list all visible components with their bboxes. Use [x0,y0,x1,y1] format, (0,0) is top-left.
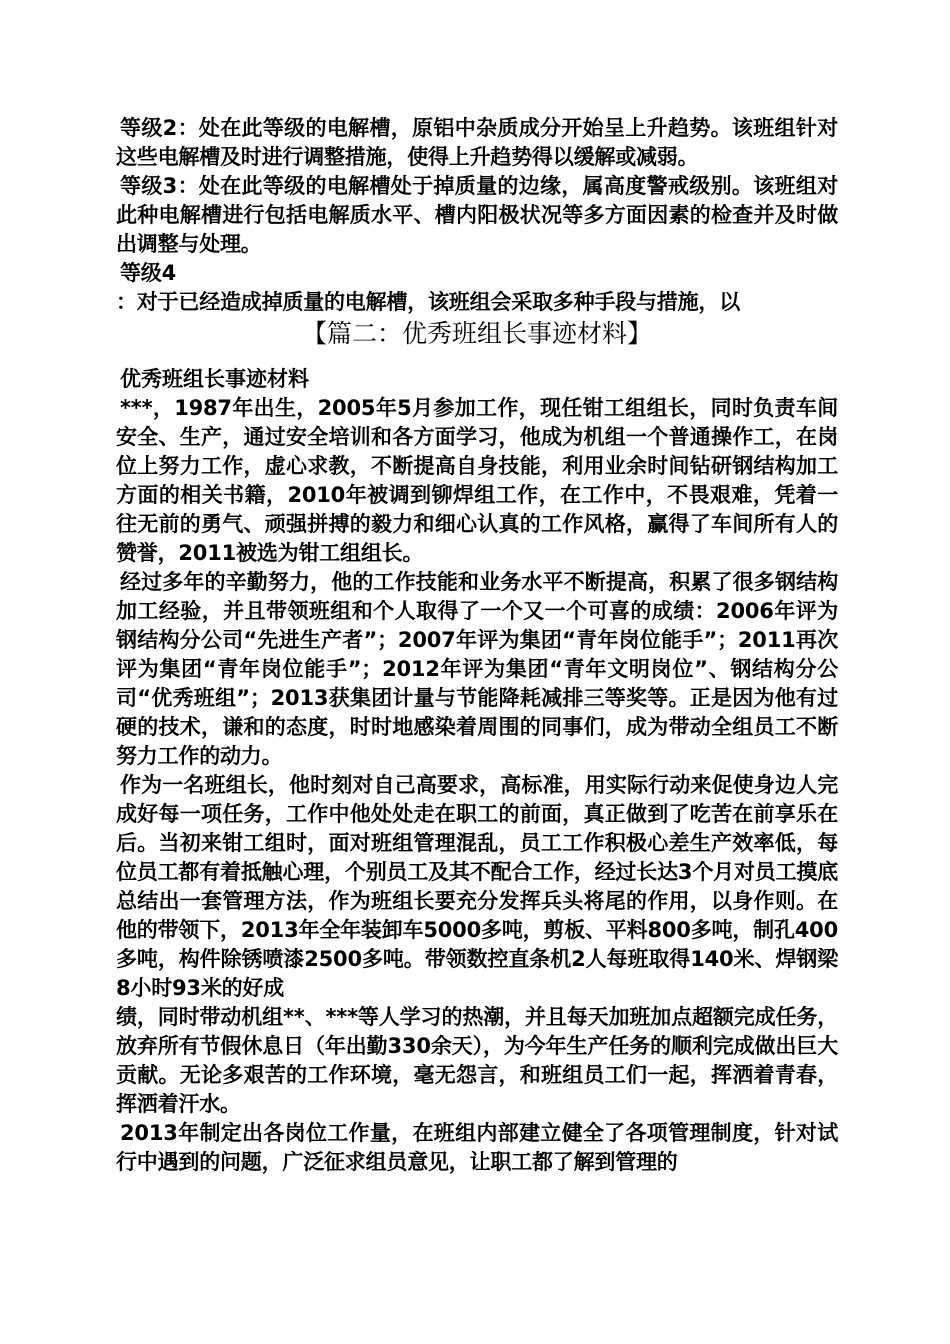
paragraph-grade-4-text: ：对于已经造成掉质量的电解槽，该班组会采取多种手段与措施，以 [116,290,740,314]
paragraph-leadership-cont: 绩，同时带动机组**、***等人学习的热潮，并且每天加班加点超额完成任务，放弃所有节假休息日（年出勤330余天），为今年生产任务的顺利完成做出巨大贡献。无论多艰苦的工作环境，毫无怨言，和班组员工们一起，挥洒着青春，挥洒着汗水。 [116,1005,838,1116]
paragraph-leadership: 作为一名班组长，他时刻对自己高要求，高标准，用实际行动来促使身边人完成好每一项任务，工作中他处处走在职工的前面，真正做到了吃苦在前享乐在后。当初来钳工组时，面对班组管理混乱，员工工作积极心差生产效率低，每位员工都有着抵触心理，个别员工及其不配合工作，经过长达3个月对员工摸底总结出一套管理方法，作为班组长要充分发挥兵头将尾的作用，以身作则。在他的带领下，2013年全年装卸车5000多吨，剪板、平料800多吨，制孔400多吨，构件除锈喷漆2500多吨。带领数控直条机2人每班取得140米、焊钢梁8小时93米的好成 [116,773,838,1000]
document-page [116,114,838,1177]
heading-spacer [116,351,838,365]
paragraph-achievements: 经过多年的辛勤努力，他的工作技能和业务水平不断提高，积累了很多钢结构加工经验，并且带领班组和个人取得了一个又一个可喜的成绩：2006年评为钢结构分公司“先进生产者”；2007年评为集团“青年岗位能手”；2011再次评为集团“青年岗位能手”；2012年评为集团“青年文明岗位”、钢结构分公司“优秀班组”；2013获集团计量与节能降耗减排三等奖等。正是因为他有过硬的技术，谦和的态度，时时地感染着周围的同事们，成为带动全组员工不断努力工作的动力。 [116,570,838,768]
paragraph-intro: ***，1987年出生，2005年5月参加工作，现任钳工组组长，同时负责车间安全、生产，通过安全培训和各方面学习，他成为机组一个普通操作工，在岗位上努力工作，虚心求教，不断提高自身技能，利用业余时间钻研钢结构加工方面的相关书籍，2010年被调到铆焊组工作，在工作中，不畏艰难，凭着一往无前的勇气、顽强拼搏的毅力和细心认真的工作风格，赢得了车间所有人的赞誉，2011被选为钳工组组长。 [116,396,838,565]
paragraph-grade-2: 等级2：处在此等级的电解槽，原铝中杂质成分开始呈上升趋势。该班组针对这些电解槽及时进行调整措施，使得上升趋势得以缓解或减弱。 [116,116,838,169]
paragraph-2013-system: 2013年制定出各岗位工作量，在班组内部建立健全了各项管理制度，针对试行中遇到的问题，广泛征求组员意见，让职工都了解到管理的 [116,1121,838,1174]
paragraph-grade-4-label: 等级4 [120,261,177,285]
section-heading: 【篇二：优秀班组长事迹材料】 [301,319,652,348]
document-title: 优秀班组长事迹材料 [120,367,309,391]
paragraph-grade-3: 等级3：处在此等级的电解槽处于掉质量的边缘，属高度警戒级别。该班组对此种电解槽进行包括电解质水平、槽内阳极状况等多方面因素的检查并及时做出调整与处理。 [116,174,838,256]
